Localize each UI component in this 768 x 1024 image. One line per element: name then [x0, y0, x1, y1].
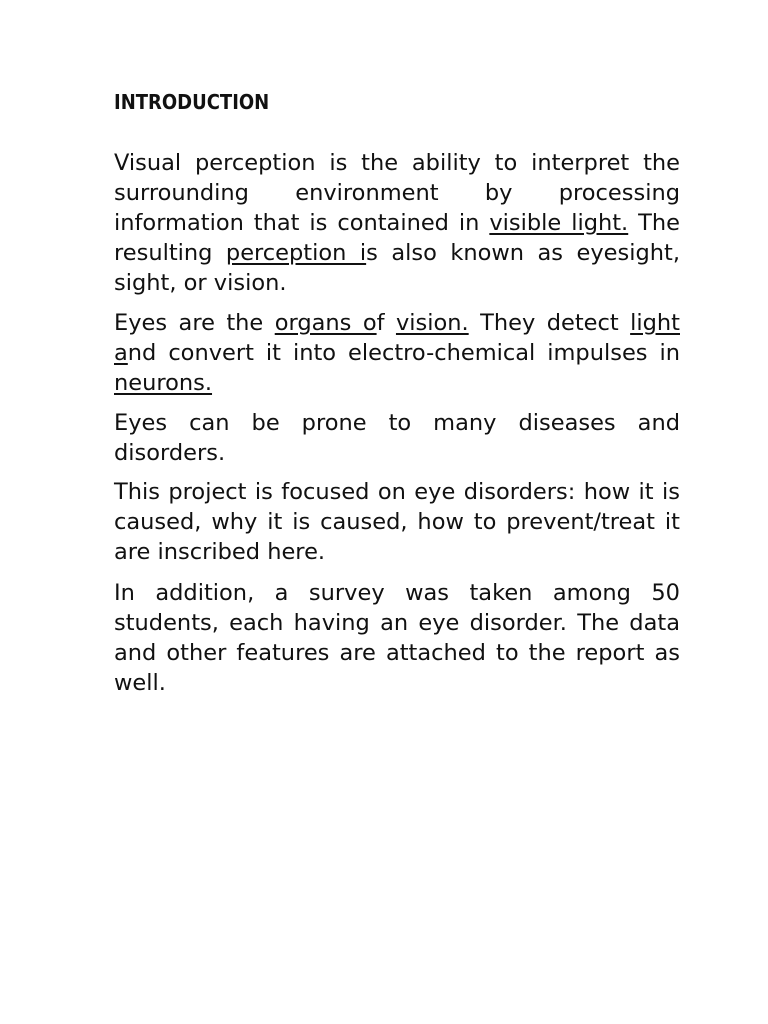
- paragraph-project-focus: This project is focused on eye disorders: how it is caused, why it is caused, how to prevent/treat it are inscribed here.: [114, 479, 680, 565]
- link-organs[interactable]: organs o: [274, 310, 377, 336]
- p2-text-d: nd convert it into electro-chemical impulses in: [127, 340, 680, 366]
- section-heading: INTRODUCTION: [114, 90, 270, 114]
- p2-text-b: f: [376, 310, 396, 336]
- link-neurons[interactable]: neurons.: [114, 370, 213, 396]
- paragraph-eyes-organs: [114, 308, 680, 398]
- link-vision[interactable]: vision.: [395, 310, 469, 336]
- p2-text-a: Eyes are the: [114, 310, 275, 336]
- paragraph-diseases: Eyes can be prone to many diseases and disorders.: [114, 410, 680, 466]
- paragraph-visual-perception: [114, 148, 680, 298]
- p1-text-a: Visual perception is the ability to interpret the surrounding environment by processing information that is contained in: [114, 150, 680, 236]
- paragraph-survey: In addition, a survey was taken among 50 students, each having an eye disorder. The data and other features are attached to the report as well.: [114, 580, 680, 696]
- p1-text-b: The resulting: [114, 210, 680, 266]
- p2-text-c: They detect: [468, 310, 631, 336]
- link-visible-light[interactable]: visible light.: [489, 210, 629, 236]
- p1-text-c: s also known as eyesight, sight, or vision.: [114, 240, 680, 296]
- link-perception[interactable]: perception i: [225, 240, 367, 266]
- link-light[interactable]: light a: [114, 310, 680, 366]
